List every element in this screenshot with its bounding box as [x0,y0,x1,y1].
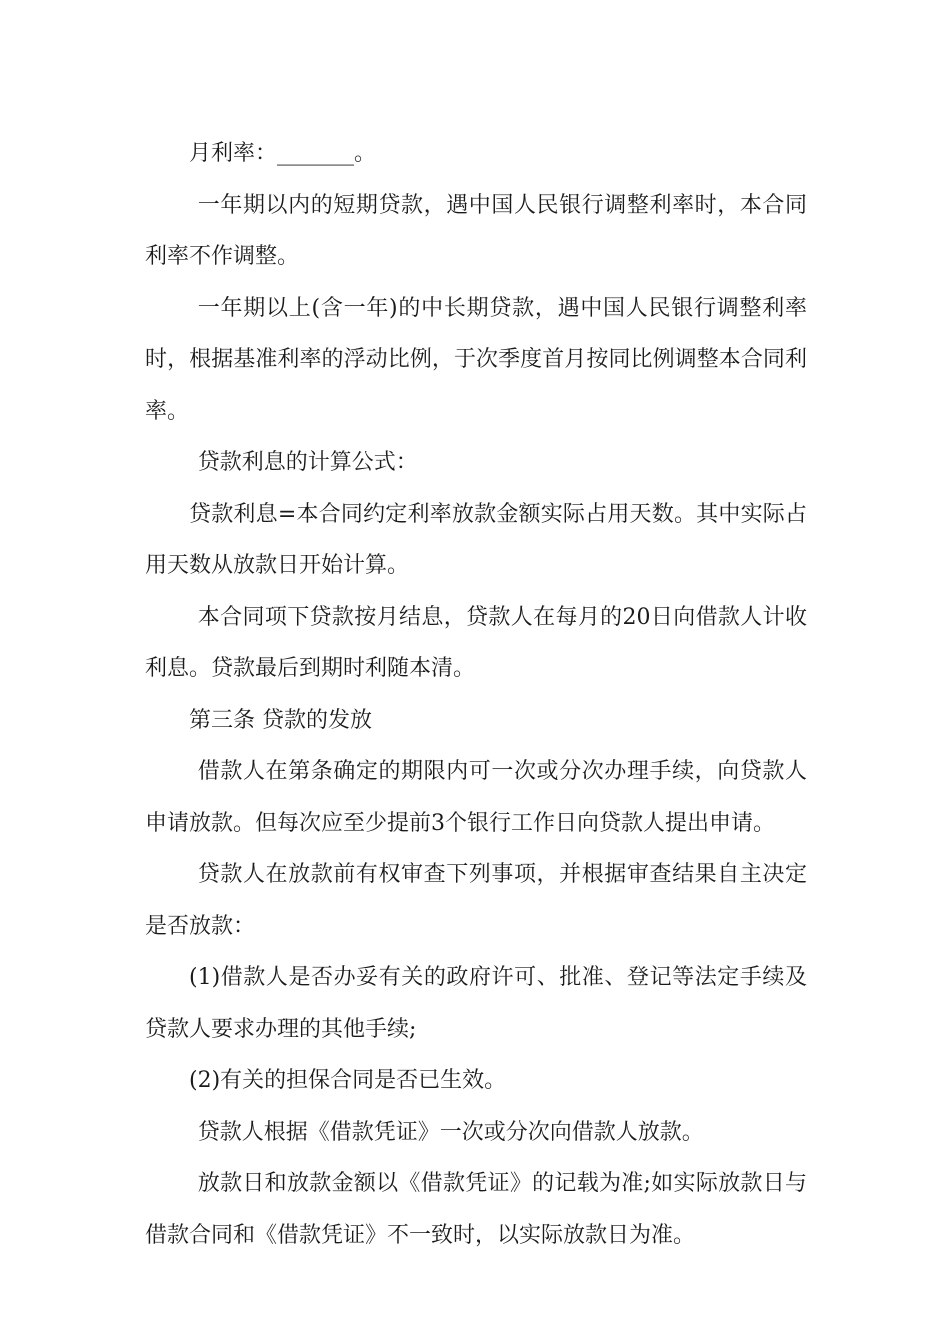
paragraph-interest-formula: 贷款利息=本合同约定利率放款金额实际占用天数。其中实际占用天数从放款日开始计算。 [145,501,807,578]
paragraph-monthly-rate: 月利率：_______。 [189,141,377,166]
paragraph-release-by-voucher: 贷款人根据《借款凭证》一次或分次向借款人放款。 [197,1119,704,1145]
section-heading-article-3: 第三条 贷款的发放 [189,707,372,733]
paragraph-review-before-release: 贷款人在放款前有权审查下列事项，并根据审查结果自主决定是否放款： [145,862,807,939]
paragraph-short-term-loan: 一年期以内的短期贷款，遇中国人民银行调整利率时，本合同利率不作调整。 [145,192,807,269]
paragraph-loan-application: 借款人在第条确定的期限内可一次或分次办理手续，向贷款人申请放款。但每次应至少提前3个银行工作日向贷款人提出申请。 [145,759,807,836]
paragraph-interest-formula-heading: 贷款利息的计算公式： [197,450,418,475]
list-item-1: (1)借款人是否办妥有关的政府许可、批准、登记等法定手续及贷款人要求办理的其他手续; [145,965,807,1042]
paragraph-monthly-settlement: 本合同项下贷款按月结息，贷款人在每月的20日向借款人计收利息。贷款最后到期时利随本清。 [145,604,807,681]
list-item-2: (2)有关的担保合同是否已生效。 [189,1068,507,1093]
paragraph-long-term-loan: 一年期以上(含一年)的中长期贷款，遇中国人民银行调整利率时，根据基准利率的浮动比例，于次季度首月按同比例调整本合同利率。 [145,295,807,424]
paragraph-release-date-amount: 放款日和放款金额以《借款凭证》的记载为准;如实际放款日与借款合同和《借款凭证》不一致时，以实际放款日为准。 [145,1171,807,1248]
document-body [145,128,807,1261]
